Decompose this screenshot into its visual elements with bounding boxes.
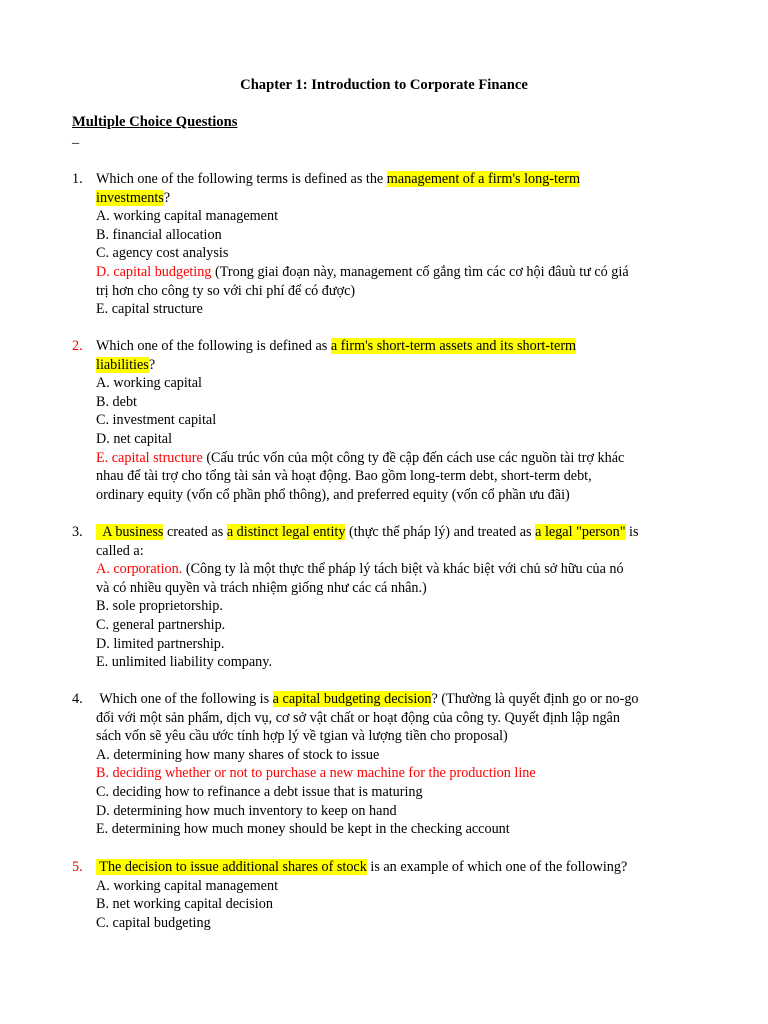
highlight: A business [96, 524, 164, 540]
question-stem-cont: sách vốn sẽ yêu cầu ước tính hợp lý về tgian và lượng tiền cho proposal) [96, 728, 508, 745]
question-stem: A business created as a distinct legal entity (thực thể pháp lý) and treated as a legal "person" is [96, 524, 639, 540]
option-b: B. debt [96, 393, 137, 410]
option-e: E. capital structure [96, 301, 203, 318]
option-b: B. sole proprietorship. [96, 598, 223, 615]
question-4 [72, 690, 702, 839]
option-a: A. determining how many shares of stock to issue [96, 746, 380, 763]
option-d-answer [96, 263, 702, 282]
highlight: investments [96, 189, 164, 206]
option-d: D. determining how much inventory to keep on hand [96, 802, 397, 819]
dash-mark: – [72, 135, 80, 151]
option-e-answer [96, 449, 702, 468]
question-stem-cont: called a: [96, 542, 144, 559]
answer-note-cont: nhau để tài trợ cho tổng tài sản và hoạt động. Bao gồm long-term debt, short-term debt, [96, 468, 592, 485]
option-c: C. deciding how to refinance a debt issue that is maturing [96, 783, 423, 800]
answer-text: A. corporation. [96, 561, 183, 578]
option-a-answer [96, 560, 702, 579]
question-number: 2. [72, 338, 83, 354]
highlight: a capital budgeting decision [272, 691, 432, 707]
option-c: C. capital budgeting [96, 914, 211, 931]
question-stem: The decision to issue additional shares of stock is an example of which one of the following? [96, 859, 628, 875]
option-d: D. limited partnership. [96, 635, 225, 652]
question-stem-cont: investments? [96, 189, 171, 206]
answer-note: (Công ty là một thực thể pháp lý tách biệt và khác biệt với chủ sở hữu của nó [182, 561, 624, 578]
answer-note: (Cấu trúc vốn của một công ty đề cập đến cách use các nguồn tài trợ khác [202, 449, 625, 466]
question-stem-cont: liabilities? [96, 356, 156, 373]
highlight: liabilities [96, 356, 149, 373]
answer-note-cont: trị hơn cho công ty so với chi phí để có được) [96, 282, 356, 299]
question-stem: Which one of the following terms is defined as the management of a firm's long-term [96, 171, 581, 187]
question-number: 5. [72, 859, 83, 875]
option-a: A. working capital management [96, 208, 279, 225]
highlight: The decision to issue additional shares of stock [96, 859, 367, 875]
answer-text: D. capital budgeting [96, 263, 212, 280]
chapter-title: Chapter 1: Introduction to Corporate Finance [240, 77, 528, 93]
highlight: a firm's short-term assets and its short-term [330, 338, 577, 354]
option-b: B. net working capital decision [96, 896, 273, 913]
option-a: A. working capital [96, 375, 202, 392]
answer-note-cont: và có nhiều quyền và trách nhiệm giống như các cá nhân.) [96, 579, 427, 596]
question-3 [72, 523, 702, 672]
option-b: B. financial allocation [96, 226, 222, 243]
highlight: management of a firm's long-term [386, 171, 581, 187]
option-d: D. net capital [96, 430, 173, 447]
question-2 [72, 337, 702, 504]
option-e: E. determining how much money should be kept in the checking account [96, 821, 510, 838]
answer-note-cont: ordinary equity (vốn cổ phần phổ thông), and preferred equity (vốn cổ phần ưu đãi) [96, 486, 570, 503]
question-number: 1. [72, 171, 83, 187]
answer-text: E. capital structure [96, 449, 203, 466]
option-c: C. investment capital [96, 412, 217, 429]
question-5 [72, 858, 702, 932]
question-number: 3. [72, 524, 83, 540]
option-c: C. agency cost analysis [96, 245, 229, 262]
question-number: 4. [72, 691, 83, 707]
answer-note: (Trong giai đoạn này, management cố gắng tìm các cơ hội đâuù tư có giá [211, 263, 629, 280]
option-b-answer: B. deciding whether or not to purchase a new machine for the production line [96, 765, 536, 782]
section-heading: Multiple Choice Questions [72, 114, 238, 130]
highlight: a distinct legal entity [226, 524, 346, 540]
highlight: a legal "person" [535, 524, 626, 540]
option-c: C. general partnership. [96, 616, 226, 633]
question-stem: Which one of the following is a capital budgeting decision? (Thường là quyết định go or no-go [96, 691, 639, 707]
option-a: A. working capital management [96, 877, 279, 894]
question-stem-cont: đối với một sản phẩm, dịch vụ, cơ sở vật chất or hoạt động của công ty. Quyết định lập ngân [96, 709, 620, 726]
question-1 [72, 170, 702, 319]
question-stem: Which one of the following is defined as a firm's short-term assets and its short-term [96, 338, 577, 354]
option-e: E. unlimited liability company. [96, 654, 272, 671]
